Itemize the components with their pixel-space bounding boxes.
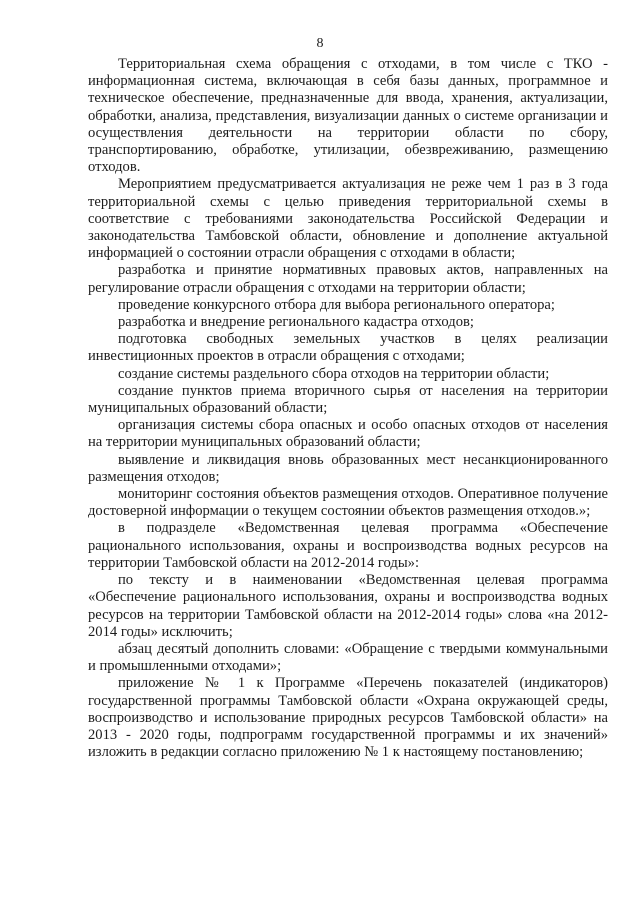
paragraph: выявление и ликвидация вновь образованных мест несанкционированного размещения отходов;	[88, 451, 608, 485]
paragraph: в подразделе «Ведомственная целевая программа «Обеспечение рационального использования, охраны и воспроизводства водных ресурсов на территории Тамбовской области на 2012-2014 годы»:	[88, 520, 608, 571]
body-text	[88, 56, 608, 761]
paragraph: абзац десятый дополнить словами: «Обращение с твердыми коммунальными и промышленными отходами»;	[88, 640, 608, 675]
paragraph: мониторинг состояния объектов размещения отходов. Оперативное получение достоверной информации о текущем состоянии объектов размещения отходов.»;	[88, 486, 608, 520]
paragraph: создание системы раздельного сбора отходов на территории области;	[118, 365, 550, 382]
paragraph: разработка и внедрение регионального кадастра отходов;	[118, 314, 474, 331]
paragraph: Мероприятием предусматривается актуализация не реже чем 1 раз в 3 года территориальной схемы с целью приведения территориальной схемы в соответствие с требованиями законодательства Российской Федерации и законодательства Тамбовской области, обновление и дополнение актуальной информацией о состоянии отрасли обращения с отходами в области;	[88, 176, 608, 262]
paragraph: по тексту и в наименовании «Ведомственная целевая программа «Обеспечение рационального использования, охраны и воспроизводства водных ресурсов на территории Тамбовской области на 2012-2014 годы» слова «на 2012-2014 годы» исключить;	[88, 572, 608, 640]
paragraph: проведение конкурсного отбора для выбора регионального оператора;	[118, 296, 555, 313]
paragraph: подготовка свободных земельных участков в целях реализации инвестиционных проектов в отрасли обращения с отходами;	[88, 331, 608, 365]
paragraph: приложение № 1 к Программе «Перечень показателей (индикаторов) государственной программы Тамбовской области «Охрана окружающей среды, воспроизводство и использование природных ресурсов Тамбовской области» на 2013 - 2020 годы, подпрограмм государственной программы и их значений» изложить в редакции согласно приложению № 1 к настоящему постановлению;	[88, 675, 608, 761]
page-number: 8	[316, 36, 324, 51]
paragraph: разработка и принятие нормативных правовых актов, направленных на регулирование отрасли обращения с отходами на территории области;	[88, 262, 608, 296]
paragraph: организация системы сбора опасных и особо опасных отходов от населения на территории муниципальных образований области;	[88, 417, 608, 451]
paragraph: создание пунктов приема вторичного сырья от населения на территории муниципальных образований области;	[88, 382, 608, 417]
paragraph: Территориальная схема обращения с отходами, в том числе с ТКО - информационная система, включающая в себя базы данных, программное и техническое обеспечение, предназначенные для ввода, хранения, актуализации, обработки, анализа, представления, визуализации данных о системе организации и осуществления деятельности на территории области по сбору, транспортированию, обработке, утилизации, обезвреживанию, размещению отходов.	[88, 56, 608, 176]
